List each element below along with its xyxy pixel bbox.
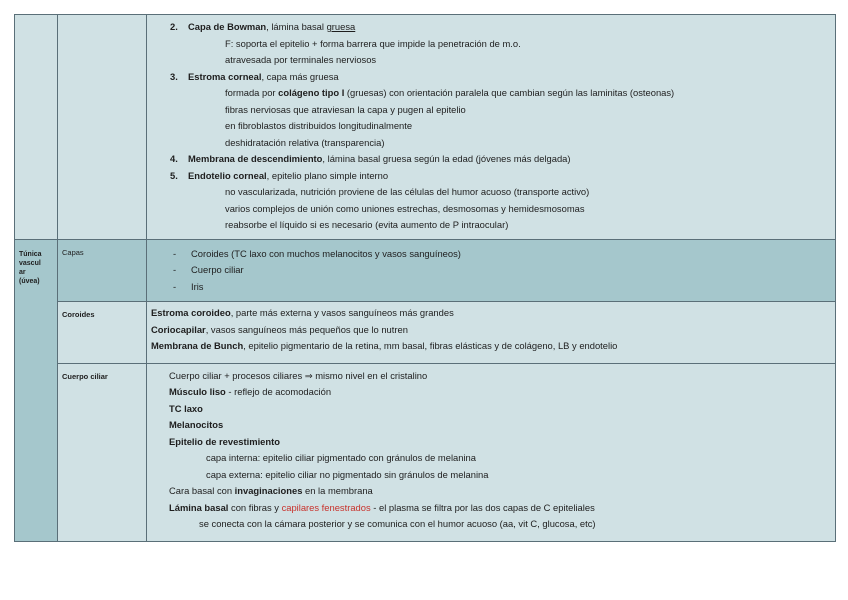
capas-label-cell — [58, 239, 147, 302]
numbered-item — [147, 19, 835, 36]
list-item — [147, 118, 835, 135]
list-item — [147, 102, 835, 119]
layer-name: Endotelio corneal — [188, 169, 267, 181]
coroides-content-cell — [147, 302, 836, 364]
notes-table — [14, 14, 836, 542]
list-item — [147, 417, 835, 434]
underlined-word: gruesa — [326, 21, 356, 32]
list-item — [147, 500, 835, 517]
capas-item-text: Cuerpo ciliar — [191, 264, 244, 275]
coroides-row — [15, 302, 836, 364]
list-item — [147, 36, 835, 53]
desc: Cara basal con — [169, 485, 235, 496]
numbered-item — [147, 151, 835, 168]
layer-desc: , capa más gruesa — [261, 70, 339, 82]
term: Epitelio de revestimiento — [169, 435, 280, 447]
item-number: 5. — [170, 169, 178, 181]
tunica-label-line: (úvea) — [19, 277, 40, 285]
desc: F: soporta el epitelio + forma barrera que impide la penetración de m.o. — [225, 37, 521, 49]
desc: fibras nerviosas que atraviesan la capa y pugen al epitelio — [225, 103, 466, 115]
list-item: capa interna: epitelio ciliar pigmentado con gránulos de melanina — [206, 452, 476, 463]
cornea-layers-list — [147, 19, 835, 234]
list-item — [147, 384, 835, 401]
layer-name: Membrana de descendimiento — [188, 153, 323, 164]
list-item — [147, 483, 835, 500]
list-item — [147, 434, 835, 451]
coroides-desc: , vasos sanguíneos más pequeños que lo nutren — [205, 323, 408, 335]
cornea-tunica-cell — [15, 15, 58, 240]
cornea-layer-cell — [58, 15, 147, 240]
list-item — [147, 85, 835, 102]
list-item — [147, 135, 835, 152]
cuerpo-ciliar-content-cell — [147, 363, 836, 541]
capas-label: Capas — [62, 247, 84, 257]
desc: reabsorbe el líquido si es necesario (evita aumento de P intraocular) — [225, 219, 509, 230]
list-item: se conecta con la cámara posterior y se comunica con el humor acuoso (aa, vit C, glucosa, etc) — [199, 518, 596, 529]
term: Melanocitos — [169, 419, 224, 430]
capas-item-text: Coroides (TC laxo con muchos melanocitos y vasos sanguíneos) — [191, 247, 461, 259]
coroides-label-cell — [58, 302, 147, 364]
cornea-content-cell — [147, 15, 836, 240]
capas-row — [15, 239, 836, 302]
list-item: capa externa: epitelio ciliar no pigmentado sin gránulos de melanina — [206, 468, 489, 480]
tunica-label-line: ar — [19, 268, 26, 276]
list-item — [147, 201, 835, 218]
item-number: 2. — [170, 21, 178, 32]
desc: deshidratación relativa (transparencia) — [225, 136, 385, 148]
desc: atravesada por terminales nerviosos — [225, 54, 377, 65]
desc: en fibroblastos distribuidos longitudinalmente — [225, 120, 413, 131]
cuerpo-ciliar-label-cell — [58, 363, 147, 541]
cornea-row — [15, 15, 836, 240]
list-item — [147, 401, 835, 418]
term: Lámina basal — [169, 501, 229, 513]
highlighted-term: capilares fenestrados — [281, 501, 371, 513]
layer-desc: , epitelio plano simple interno — [266, 169, 389, 181]
numbered-item — [147, 168, 835, 185]
desc: formada por — [225, 87, 279, 98]
tunica-vascular-cell — [15, 239, 58, 541]
coroides-label: Coroides — [62, 310, 95, 319]
desc: con fibras y — [228, 501, 282, 513]
capas-content-cell — [147, 239, 836, 302]
capas-item-text: Iris — [191, 280, 204, 292]
layer-name: Estroma corneal — [188, 70, 262, 82]
list-item — [147, 305, 835, 322]
term: invaginaciones — [234, 485, 303, 496]
layer-desc: , lámina basal — [266, 21, 327, 32]
tunica-vascular-label — [15, 240, 57, 286]
coroides-term: Estroma coroideo — [151, 307, 231, 318]
list-item — [147, 322, 835, 339]
desc: (gruesas) con orientación paralela que cambian según las laminitas (osteonas) — [344, 87, 675, 98]
tunica-label-line: Túnica — [19, 250, 42, 258]
layer-name: Capa de Bowman — [188, 21, 267, 32]
coroides-term: Membrana de Bunch — [151, 340, 244, 351]
list-item — [147, 52, 835, 69]
numbered-item — [147, 69, 835, 86]
desc: - reflejo de acomodación — [225, 386, 332, 397]
item-number: 3. — [170, 70, 178, 82]
list-item: - Cuerpo ciliar — [173, 264, 244, 275]
desc: en la membrana — [302, 485, 373, 496]
item-number: 4. — [170, 153, 178, 164]
term: Músculo liso — [169, 386, 226, 397]
cuerpo-ciliar-row — [15, 363, 836, 541]
layer-desc: , lámina basal gruesa según la edad (jóvenes más delgada) — [322, 153, 571, 164]
list-item — [147, 338, 835, 355]
desc: varios complejos de unión como uniones estrechas, desmosomas y hemidesmosomas — [225, 202, 585, 214]
tunica-label-line: vascul — [19, 259, 41, 267]
term: colágeno tipo I — [278, 87, 345, 98]
cuerpo-ciliar-label: Cuerpo ciliar — [62, 371, 108, 381]
term: TC laxo — [169, 402, 203, 414]
list-item: Cuerpo ciliar + procesos ciliares ⇒ mismo nivel en el cristalino — [169, 369, 428, 381]
list-item: - Coroides (TC laxo con muchos melanocitos y vasos sanguíneos) — [173, 247, 461, 259]
list-item — [147, 217, 835, 234]
desc: no vascularizada, nutrición proviene de las células del humor acuoso (transporte activo) — [225, 186, 590, 197]
coroides-desc: , parte más externa y vasos sanguíneos más grandes — [230, 307, 454, 318]
list-item — [147, 184, 835, 201]
list-item: - Iris — [173, 280, 204, 292]
desc: - el plasma se filtra por las dos capas de C epiteliales — [370, 501, 595, 513]
coroides-term: Coriocapilar — [151, 323, 206, 335]
coroides-desc: , epitelio pigmentario de la retina, mm basal, fibras elásticas y de colágeno, LB y endotelio — [243, 340, 618, 351]
